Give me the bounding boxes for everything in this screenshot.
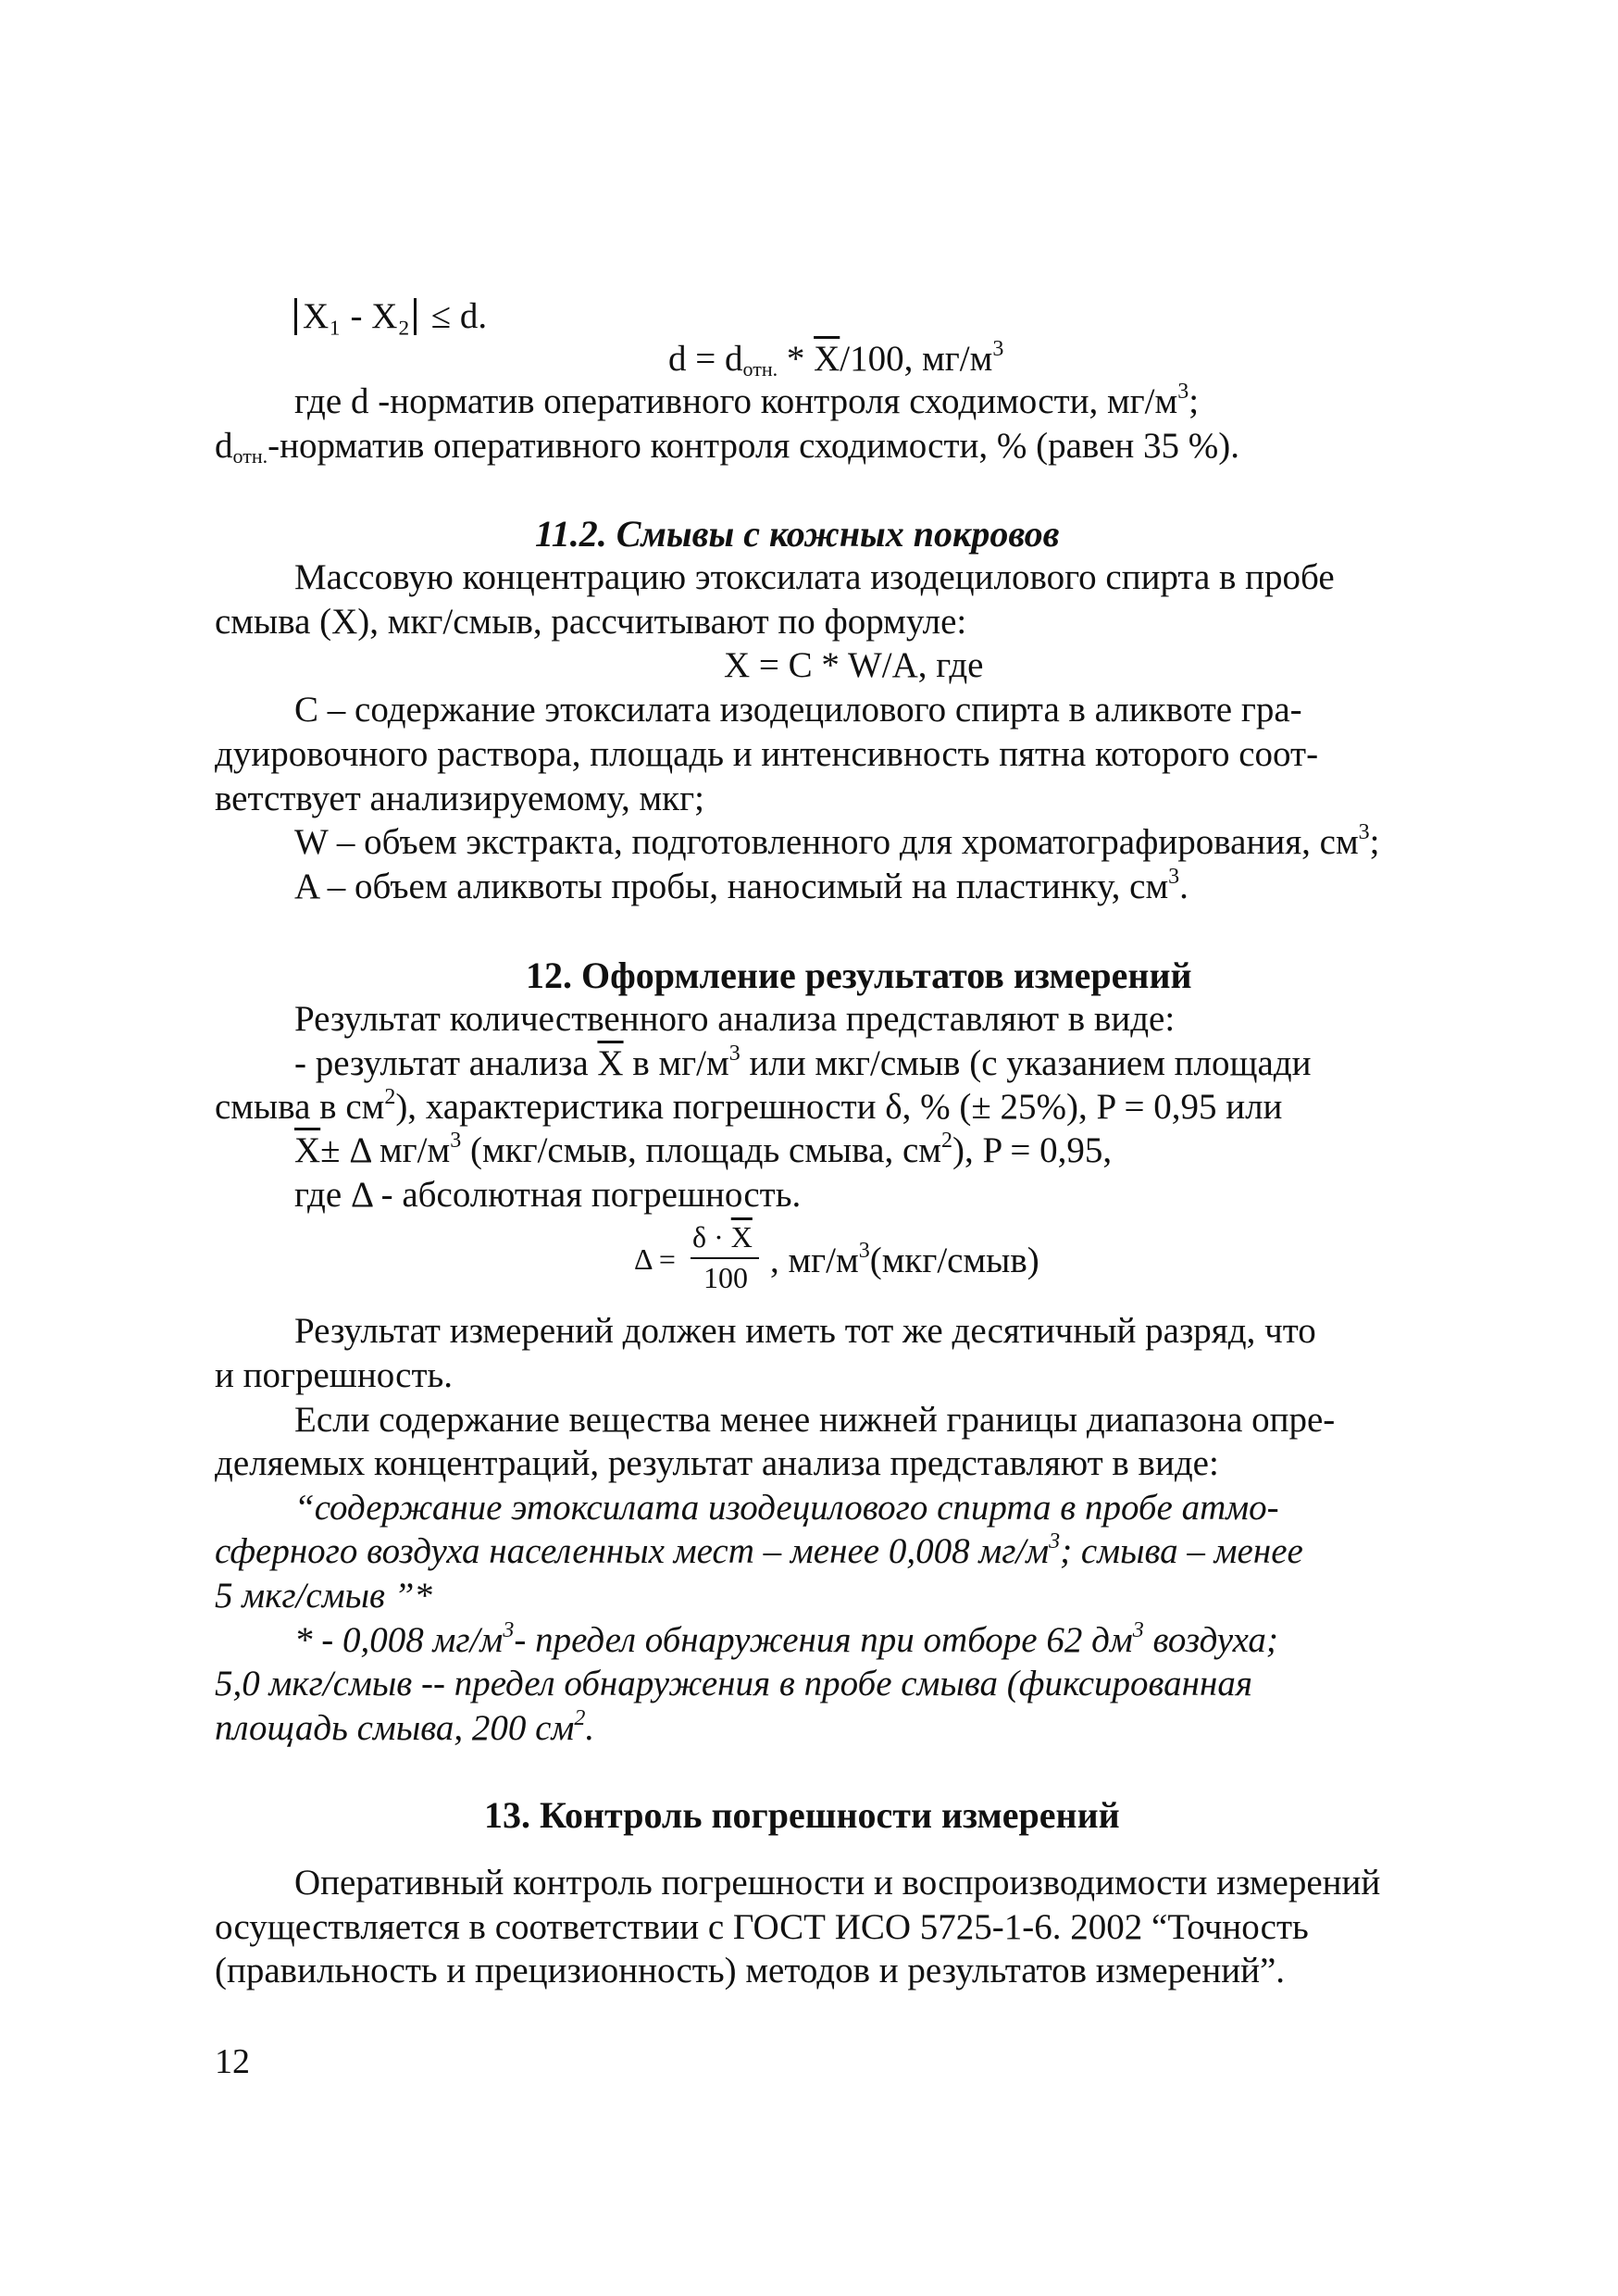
abs-bar-left <box>294 298 297 335</box>
x-bar-symbol: $\overline{X}$ <box>294 1130 321 1170</box>
section-12-footnote: площадь смыва, 200 $см^2$. <box>215 1706 595 1748</box>
abs-bar-right <box>414 298 417 335</box>
section-12-text: $\overline{X}\pm \Delta$ $мг/м^3$ (мкг/смыв, площадь смыва, $см^2$), P = 0,95, <box>294 1129 1113 1170</box>
section-12-footnote: 5,0 мкг/смыв -- предел обнаружения в пробе смыва (фиксированная <box>215 1664 1253 1703</box>
section-13-text: осуществляется в соответствии с ГОСТ ИСО 5725-1-6. 2002 “Точность <box>215 1907 1309 1947</box>
section-12-text: Если содержание вещества менее нижней границы диапазона опре- <box>294 1400 1336 1440</box>
abs-diff-inequality <box>294 294 487 339</box>
d-otn-definition: $d_{отн.}$-норматив оперативного контроля сходимости, % (равен 35 %). <box>215 426 1240 468</box>
section-12-result-line: - результат анализа $\overline{X}$ в $мг/м^3$ или мкг/смыв (с указанием площади <box>294 1042 1312 1083</box>
section-13-heading: 13. Контроль погрешности измерений <box>484 1794 1120 1836</box>
frac-denominator: 100 <box>703 1261 748 1294</box>
section-12-text: Результат измерений должен иметь тот же десятичный разряд, что <box>294 1311 1316 1351</box>
section-12-text: и погрешность. <box>215 1355 454 1395</box>
section-12-text: деляемых концентраций, результат анализа представляют в виде: <box>215 1443 1219 1483</box>
section-12-quote: 5 мкг/смыв ”* <box>215 1576 432 1616</box>
section-11-2-text: дуировочного раствора, площадь и интенсивность пятна которого соот- <box>215 734 1319 774</box>
section-11-2-heading: 11.2. Смывы с кожных покровов <box>535 513 1060 555</box>
section-12-heading: 12. Оформление результатов измерений <box>526 955 1192 996</box>
frac-numerator: $\delta \cdot \overline{X}$ <box>692 1220 753 1254</box>
x-bar-symbol: $\overline{X}$ <box>597 1043 624 1083</box>
section-12-text: где Δ - абсолютная погрешность. <box>294 1175 802 1215</box>
d-definition: где d -норматив оперативного контроля сходимости, $мг/м^3$; <box>294 380 1200 421</box>
section-12-footnote: * - 0,008 $мг/м^3-$ предел обнаружения при отборе 62 $дм^3$ воздуха; <box>294 1618 1278 1660</box>
page-number: 12 <box>215 2042 250 2081</box>
section-11-2-text: смыва (X), мкг/смыв, рассчитывают по формуле: <box>215 602 967 642</box>
section-12-quote: сферного воздуха населенных мест – менее 0,008 $мг/м^3$; смыва – менее <box>215 1529 1303 1571</box>
abs-diff-text: X₁ - X₂ <box>303 296 411 336</box>
d-formula: $d = d_{отн.} * \overline{X}/100$, $мг/м^3$ <box>668 337 1004 381</box>
frac-rhs: , $мг/м^3(мкг/смыв)$ <box>770 1239 1039 1280</box>
section-12-text: Результат количественного анализа представляют в виде: <box>294 999 1176 1039</box>
section-12-quote: “содержание этоксилата изодецилового спирта в пробе атмо- <box>294 1488 1279 1528</box>
frac-bar <box>691 1257 759 1259</box>
section-12-text: смыва в $см^2$), характеристика погрешности δ, % (± 25%), P = 0,95 или <box>215 1085 1283 1127</box>
section-11-2-w-def: W – объем экстракта, подготовленного для хроматографирования, $см^3$; <box>294 820 1380 862</box>
x-bar-symbol: $\overline{X}$ <box>814 339 840 379</box>
section-13-text: (правильность и прецизионность) методов и результатов измерений”. <box>215 1951 1286 1990</box>
section-13-text: Оперативный контроль погрешности и воспроизводимости измерений <box>294 1863 1381 1903</box>
abs-diff-le: ≤ d. <box>430 296 488 336</box>
section-11-2-formula: X = C * W/A, где <box>724 645 984 685</box>
frac-lhs: Δ = <box>634 1242 676 1276</box>
section-11-2-text: C – содержание этоксилата изодецилового спирта в аликвоте гра- <box>294 690 1302 730</box>
section-11-2-text: Массовую концентрацию этоксилата изодецилового спирта в пробе <box>294 557 1335 597</box>
section-11-2-text: ветствует анализируемому, мкг; <box>215 779 704 818</box>
section-11-2-a-def: A – объем аликвоты пробы, наносимый на пластинку, $см^3$. <box>294 865 1189 906</box>
